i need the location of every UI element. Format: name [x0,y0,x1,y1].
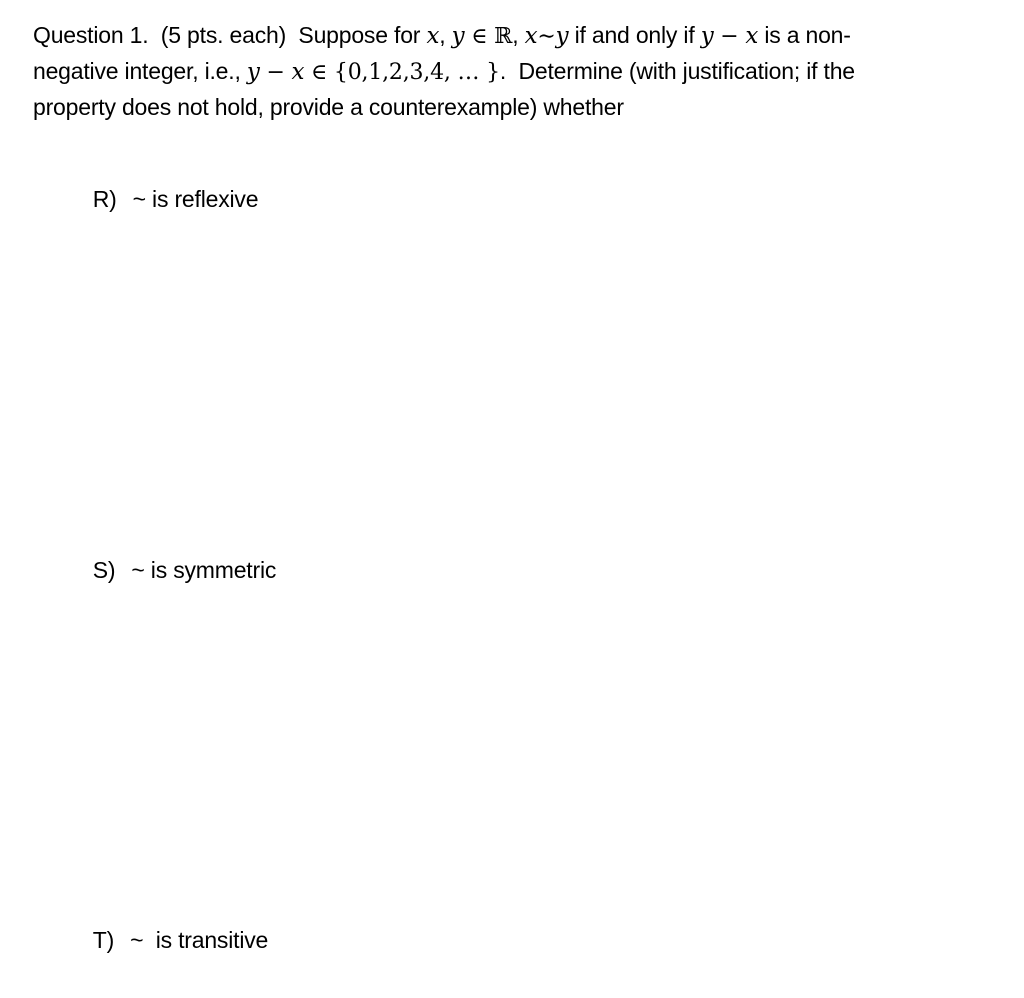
part-t [68,898,268,982]
part-t-statement: ~ is transitive [130,927,269,953]
part-s [68,528,276,612]
part-s-statement: ~ is symmetric [131,557,277,583]
part-r-statement: ~ is reflexive [132,186,259,212]
part-r [68,157,258,241]
part-r-label: R) [92,186,117,212]
part-t-label: T) [92,927,115,953]
part-s-label: S) [92,557,116,583]
question-paragraph: Question 1. (5 pts. each) Suppose for x, y ∈ ℝ, x∼y if and only if y − x is a non- negative integer, i.e., y − x ∈ {0,1,2,3,4, … }. Determine (with justification; if the property does not hold, provide a counterexample) whether [33,22,855,120]
